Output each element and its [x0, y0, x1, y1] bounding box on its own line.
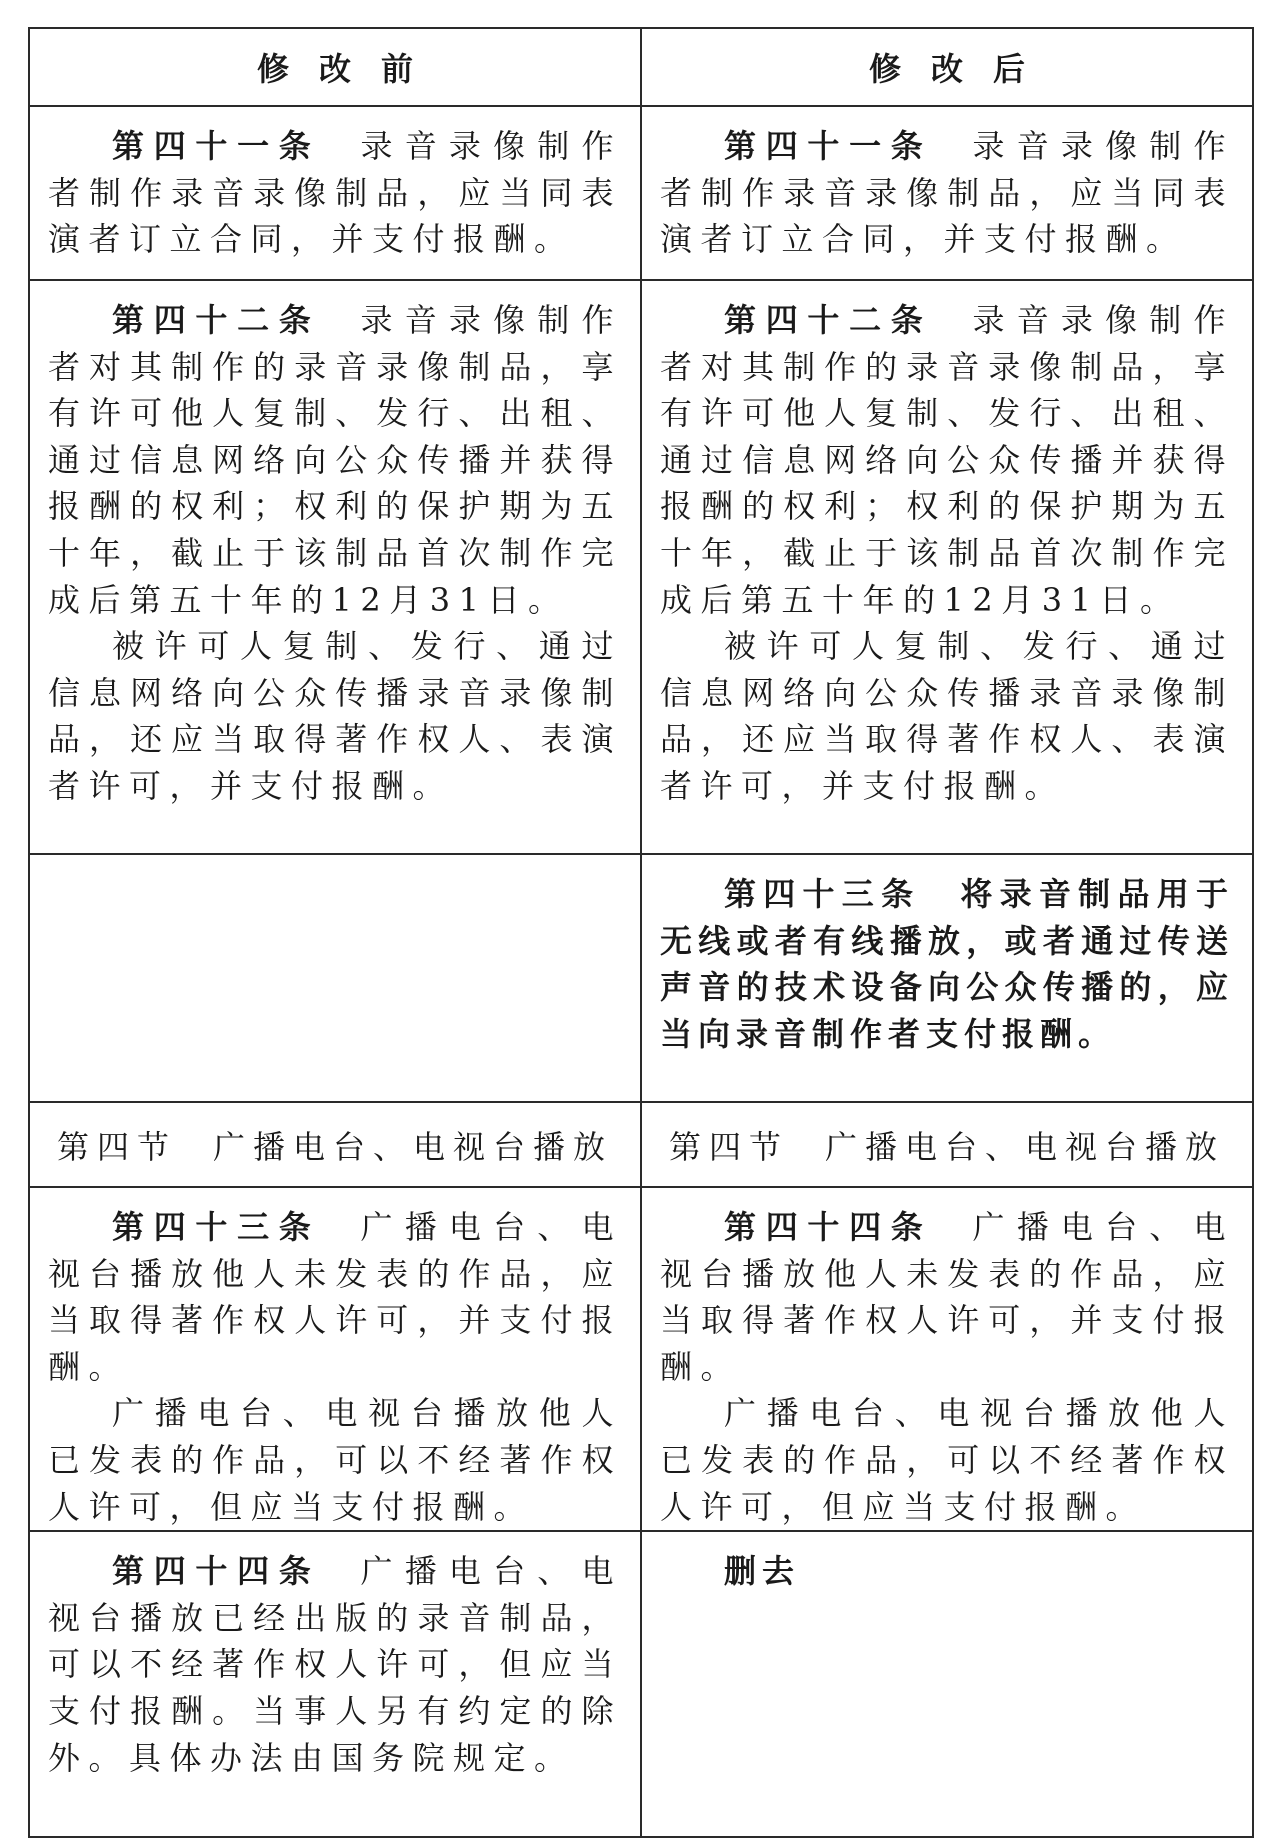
- cell-after-article-44: [641, 1187, 1253, 1531]
- article-text: 录音录像制作者制作录音录像制品，应当同表演者订立合同，并支付报酬。: [660, 127, 1234, 259]
- article-text: 广播电台、电视台播放他人未发表的作品，应当取得著作权人许可，并支付报酬。: [48, 1208, 622, 1386]
- section-title: 广播电台、电视台播放: [825, 1127, 1226, 1166]
- article-text: 广播电台、电视台播放已经出版的录音制品，可以不经著作权人许可，但应当支付报酬。当事人另有约定的除外。具体办法由国务院规定。: [48, 1552, 622, 1777]
- section-title: 广播电台、电视台播放: [213, 1127, 614, 1166]
- cell-before-empty: [29, 854, 641, 1102]
- article-number: 第四十二条: [112, 301, 321, 339]
- table-header-row: [29, 28, 1253, 106]
- table-row-new-article-43: [29, 854, 1253, 1102]
- article-number: 第四十一条: [112, 127, 321, 165]
- cell-after-section-4: [641, 1102, 1253, 1187]
- table-row-section-4: [29, 1102, 1253, 1187]
- cell-after-article-42: [641, 280, 1253, 854]
- table-row-article-42: [29, 280, 1253, 854]
- header-after: 修改后: [641, 28, 1253, 106]
- cell-before-article-43: [29, 1187, 641, 1531]
- section-number: 第四节: [668, 1127, 789, 1166]
- cell-before-article-44: [29, 1531, 641, 1837]
- article-paragraph-2: 被许可人复制、发行、通过信息网络向公众传播录音录像制品，还应当取得著作权人、表演者许可，并支付报酬。: [660, 627, 1234, 805]
- article-paragraph-2: 被许可人复制、发行、通过信息网络向公众传播录音录像制品，还应当取得著作权人、表演者许可，并支付报酬。: [48, 627, 622, 805]
- article-text: 录音录像制作者制作录音录像制品，应当同表演者订立合同，并支付报酬。: [48, 127, 622, 259]
- article-number: 第四十三条: [724, 875, 921, 913]
- deleted-marker: 删去: [724, 1552, 801, 1591]
- article-number: 第四十二条: [724, 301, 933, 339]
- cell-before-article-41: [29, 106, 641, 280]
- section-number: 第四节: [56, 1127, 177, 1166]
- article-paragraph-2: 广播电台、电视台播放他人已发表的作品，可以不经著作权人许可，但应当支付报酬。: [48, 1394, 622, 1526]
- article-number: 第四十四条: [724, 1208, 933, 1246]
- table-row-article-41: [29, 106, 1253, 280]
- table-row-article-43: [29, 1187, 1253, 1531]
- cell-after-article-41: [641, 106, 1253, 280]
- cell-before-section-4: [29, 1102, 641, 1187]
- cell-after-new-article-43: [641, 854, 1253, 1102]
- table-row-article-44: [29, 1531, 1253, 1837]
- article-text: 录音录像制作者对其制作的录音录像制品，享有许可他人复制、发行、出租、通过信息网络向公众传播并获得报酬的权利；权利的保护期为五十年，截止于该制品首次制作完成后第五十年的12月31日。: [48, 301, 622, 619]
- cell-before-article-42: [29, 280, 641, 854]
- article-text: 广播电台、电视台播放他人未发表的作品，应当取得著作权人许可，并支付报酬。: [660, 1208, 1234, 1386]
- amendment-comparison-table: [28, 27, 1254, 1838]
- article-text: 将录音制品用于无线或者有线播放，或者通过传送声音的技术设备向公众传播的，应当向录音制作者支付报酬。: [660, 875, 1234, 1053]
- article-number: 第四十四条: [112, 1552, 321, 1591]
- cell-after-deleted: [641, 1531, 1253, 1837]
- article-number: 第四十一条: [724, 127, 933, 165]
- header-before: 修改前: [29, 28, 641, 106]
- article-text: 录音录像制作者对其制作的录音录像制品，享有许可他人复制、发行、出租、通过信息网络向公众传播并获得报酬的权利；权利的保护期为五十年，截止于该制品首次制作完成后第五十年的12月31日。: [660, 301, 1234, 619]
- article-number: 第四十三条: [112, 1208, 321, 1246]
- article-paragraph-2: 广播电台、电视台播放他人已发表的作品，可以不经著作权人许可，但应当支付报酬。: [660, 1394, 1234, 1526]
